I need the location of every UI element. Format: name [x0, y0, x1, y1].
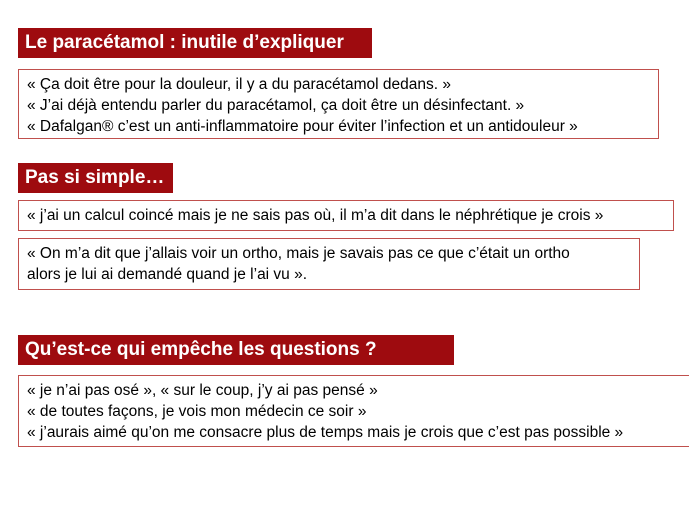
quote-line: « j’aurais aimé qu’on me consacre plus de temps mais je crois que c’est pas possible » [27, 424, 624, 441]
quote-line: « je n’ai pas osé », « sur le coup, j’y ai pas pensé » [27, 382, 378, 399]
section-heading-questions: Qu’est-ce qui empêche les questions ? [18, 335, 454, 365]
quote-box-ortho [18, 238, 640, 290]
quote-line: alors je lui ai demandé quand je l’ai vu ». [27, 266, 308, 283]
quote-box-paracetamol [18, 69, 659, 139]
quote-line: « J’ai déjà entendu parler du paracétamol, ça doit être un désinfectant. » [27, 97, 525, 114]
quote-line: « Dafalgan® c’est un anti-inflammatoire pour éviter l’infection et un antidouleur » [27, 118, 578, 135]
section-heading-paracetamol: Le paracétamol : inutile d’expliquer [18, 28, 372, 58]
quote-line: « j’ai un calcul coincé mais je ne sais pas où, il m’a dit dans le néphrétique je crois » [27, 207, 604, 224]
quote-box-calcul [18, 200, 674, 231]
quote-box-questions [18, 375, 689, 447]
quote-line: « On m’a dit que j’allais voir un ortho, mais je savais pas ce que c’était un ortho [27, 245, 570, 262]
quote-line: « Ça doit être pour la douleur, il y a du paracétamol dedans. » [27, 76, 451, 93]
quote-line: « de toutes façons, je vois mon médecin ce soir » [27, 403, 367, 420]
section-heading-pas-si-simple: Pas si simple… [18, 163, 173, 193]
